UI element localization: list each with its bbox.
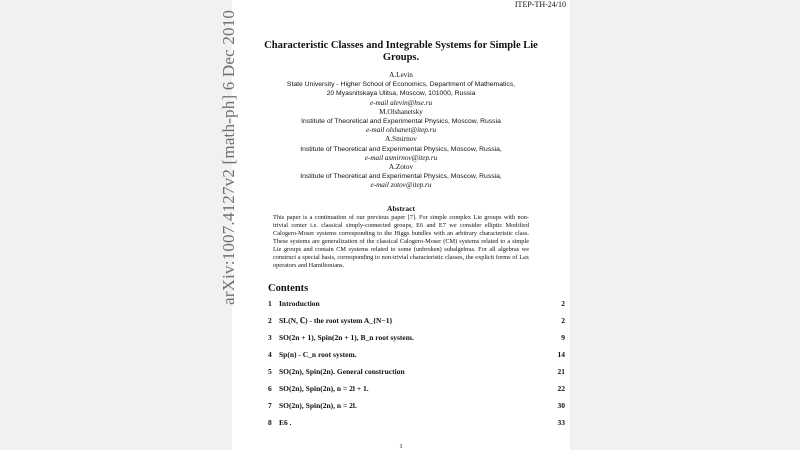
author-affiliation: State University - Higher School of Economics, Department of Mathematics, <box>286 81 516 89</box>
author-affiliation: Institute of Theoretical and Experimental Physics, Moscow, Russia <box>301 118 501 126</box>
toc-page: 22 <box>557 384 565 393</box>
toc-page: 9 <box>561 333 565 342</box>
toc-label: SO(2n), Spin(2n), n = 2l. <box>279 401 357 410</box>
report-number: ITEP-TH-24/10 <box>514 0 566 9</box>
toc-number: 2 <box>268 316 272 325</box>
author-affiliation: 20 Myasnitskaya Ulitsa, Moscow, 101000, Russia <box>326 90 476 98</box>
author-olshanetsky <box>252 108 550 136</box>
author-block <box>252 71 550 191</box>
toc-page: 2 <box>561 316 565 325</box>
toc-entry[interactable] <box>268 333 565 350</box>
toc-number: 6 <box>268 384 272 393</box>
toc-number: 5 <box>268 367 272 376</box>
toc-entry[interactable] <box>268 384 565 401</box>
author-email[interactable]: e-mail zotov@itep.ru <box>370 181 432 190</box>
author-name: A.Levin <box>389 71 413 79</box>
toc-entry[interactable] <box>268 401 565 418</box>
author-affiliation: Institute of Theoretical and Experimental Physics, Moscow, Russia, <box>300 145 502 153</box>
toc-number: 7 <box>268 401 272 410</box>
toc-label: Sp(n) - C_n root system. <box>279 350 357 359</box>
toc-page: 30 <box>557 401 565 410</box>
toc-entry[interactable] <box>268 418 565 435</box>
author-email[interactable]: e-mail alevin@hse.ru <box>369 98 433 107</box>
paper-page <box>219 0 570 450</box>
toc-label: SL(N, ℂ) - the root system A_{N−1} <box>279 316 393 325</box>
author-name: A.Smirnov <box>385 135 417 144</box>
toc-entry[interactable] <box>268 316 565 333</box>
table-of-contents <box>268 299 565 435</box>
author-levin <box>252 71 550 108</box>
abstract-text: This paper is a continuation of our previous paper [7]. For simple complex Lie groups with non-trivial center i.e. classical simply-connected groups, E6 and E7 we consider elliptic Modified Calogero-Moser systems corresponding to the Higgs bundles with an arbitrary characteristic class. These systems are generalization of the classical Calogero-Moser (CM) systems related to a simple Lie groups and contain CM systems related to some (unbroken) subalgebras. For all algebras we construct a special basis, corresponding to non-trivial characteristic classes, the explicit forms of Lax operators and Hamiltonians. <box>273 214 529 269</box>
toc-label: SO(2n + 1), Spin(2n + 1), B_n root system. <box>279 333 414 342</box>
toc-entry[interactable] <box>268 350 565 367</box>
author-name: M.Olshanetsky <box>379 107 423 116</box>
toc-number: 3 <box>268 333 272 342</box>
author-affiliation: Institute of Theoretical and Experimental Physics, Moscow, Russia, <box>300 173 502 181</box>
toc-entry[interactable] <box>268 299 565 316</box>
toc-label: Introduction <box>279 299 320 308</box>
author-name: A.Zotov <box>388 163 414 172</box>
toc-page: 14 <box>557 350 565 359</box>
toc-label: SO(2n), Spin(2n), n = 2l + 1. <box>279 384 369 393</box>
toc-page: 21 <box>557 367 565 376</box>
author-email[interactable]: e-mail olshanet@itep.ru <box>365 126 437 135</box>
author-smirnov <box>252 135 550 163</box>
author-email[interactable]: e-mail asmirnov@itep.ru <box>364 153 438 162</box>
paper-title: Characteristic Classes and Integrable Systems for Simple Lie Groups. <box>264 40 538 63</box>
page-number: 1 <box>399 443 403 450</box>
toc-number: 8 <box>268 418 272 427</box>
toc-number: 1 <box>268 299 272 308</box>
toc-page: 2 <box>561 299 565 308</box>
contents-heading: Contents <box>268 283 309 294</box>
toc-entry[interactable] <box>268 367 565 384</box>
toc-page: 33 <box>557 418 565 427</box>
author-zotov <box>252 163 550 191</box>
toc-number: 4 <box>268 350 272 359</box>
arxiv-stamp-text: arXiv:1007.4127v2 [math-ph] 6 Dec 2010 <box>219 9 238 305</box>
abstract-heading: Abstract <box>387 204 415 213</box>
toc-label: E6 . <box>279 418 292 427</box>
toc-label: SO(2n), Spin(2n). General construction <box>279 367 405 376</box>
